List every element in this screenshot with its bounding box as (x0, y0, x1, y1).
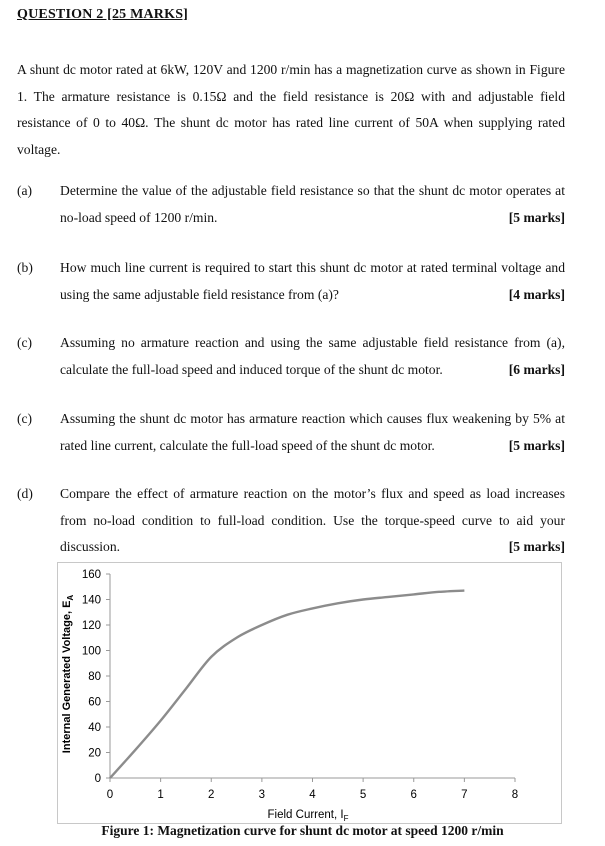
y-axis-label: Internal Generated Voltage, $E_A$ (61, 594, 75, 754)
x-tick-label: 1 (157, 789, 164, 801)
question-label: (b) (17, 260, 33, 275)
question-label: (c) (17, 411, 33, 426)
question-text: Assuming the shunt dc motor has armature reaction which causes flux weakening by 5% at rated line current, calculate the full-load speed of the shunt dc motor. (60, 411, 565, 453)
question-heading: QUESTION 2 [25 MARKS] (17, 7, 189, 22)
chart-svg (57, 562, 562, 824)
question-label: (d) (17, 486, 33, 501)
question-label: (a) (17, 183, 33, 198)
x-tick-label: 0 (106, 789, 114, 801)
y-tick-label: 0 (94, 773, 101, 785)
y-tick-label: 120 (81, 620, 101, 632)
chart-border (58, 563, 562, 824)
y-tick-label: 20 (88, 747, 101, 760)
x-tick-label: 2 (208, 789, 215, 801)
y-tick-label: 100 (81, 645, 101, 658)
x-axis-label: Field Current, $I_F$ (267, 809, 349, 823)
y-tick-label: 40 (88, 722, 101, 734)
question-marks: [4 marks] (508, 286, 565, 302)
x-tick-label: 5 (359, 789, 367, 801)
question-marks: [5 marks] (508, 209, 565, 225)
question-marks: [6 marks] (508, 361, 565, 377)
intro-paragraph: A shunt dc motor rated at 6kW, 120V and 1200 r/min has a magnetization curve as shown in Figure 1. The armature resistance is 0.15Ω and the field resistance is 20Ω with and adjustable field resistance of 0 to 40Ω. The shunt dc motor has rated line current of 50A when supplying rated voltage. (17, 62, 565, 157)
magnetization-chart (57, 562, 562, 824)
y-tick-label: 140 (81, 594, 101, 607)
y-tick-label: 160 (81, 569, 101, 581)
x-tick-label: 4 (309, 789, 316, 801)
question-marks: [5 marks] (508, 539, 565, 554)
question-text: Compare the effect of armature reaction on the motor’s flux and speed as load increases from no-load condition to full-load condition. Use the torque-speed curve to aid your discussion. (60, 486, 565, 554)
question-text: How much line current is required to start this shunt dc motor at rated terminal voltage and using the same adjustable field resistance from (a)? (60, 260, 565, 302)
y-tick-label: 80 (88, 671, 101, 683)
figure-caption: Figure 1: Magnetization curve for shunt dc motor at speed 1200 r/min (101, 823, 504, 838)
x-tick-label: 3 (258, 789, 266, 801)
x-tick-label: 7 (461, 789, 468, 801)
x-tick-label: 8 (511, 789, 519, 801)
question-label: (c) (17, 335, 33, 350)
question-text: Assuming no armature reaction and using the same adjustable field resistance from (a), calculate the full-load speed and induced torque of the shunt dc motor. (60, 335, 565, 377)
y-tick-label: 60 (88, 696, 101, 709)
x-tick-label: 6 (410, 789, 417, 801)
question-text: Determine the value of the adjustable field resistance so that the shunt dc motor operates at no-load speed of 1200 r/min. (60, 183, 565, 225)
question-marks: [5 marks] (508, 437, 565, 453)
